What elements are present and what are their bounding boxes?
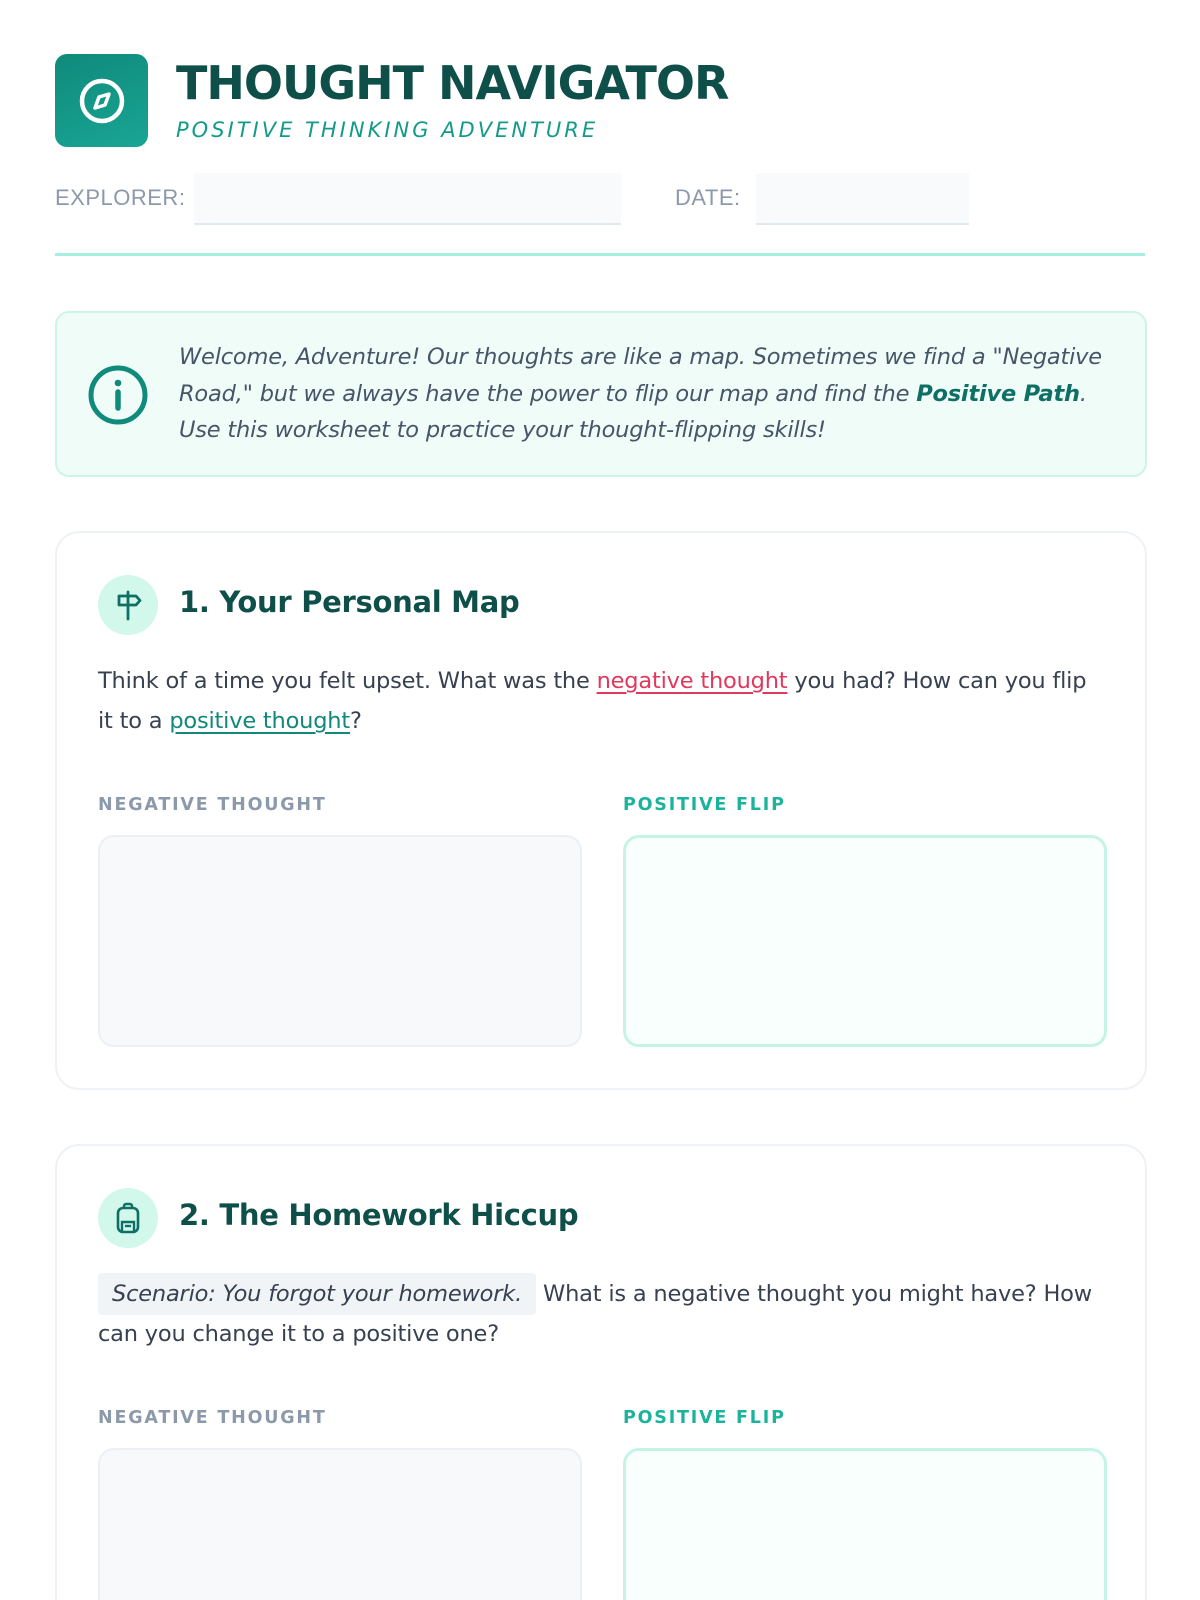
meta-row [55,173,1145,228]
page-subtitle: POSITIVE THINKING ADVENTURE [176,118,599,142]
positive-flip-label: POSITIVE FLIP [623,795,786,815]
info-text: Welcome, Adventure! Our thoughts are like a map. Sometimes we find a "Negative Road," but we always have the power to flip our map and find the Positive Path. Use this worksheet to practice your thought-flipping skills! [179,344,1102,443]
positive-flip-label: POSITIVE FLIP [623,1408,786,1428]
page-title: THOUGHT NAVIGATOR [176,56,729,110]
positive-thought-link[interactable]: positive thought [169,708,350,734]
section-title: 2. The Homework Hiccup [179,1198,579,1232]
positive-flip-input[interactable] [623,835,1107,1047]
info-banner [55,311,1147,477]
negative-thought-label: NEGATIVE THOUGHT [98,1408,327,1428]
header [55,54,728,147]
scenario-tag: Scenario: You forgot your homework. [98,1273,536,1315]
explorer-label: EXPLORER: [55,185,186,210]
section-prompt: Think of a time you felt upset. What was the negative thought you had? How can you flip it to a positive thought? [98,668,1087,734]
negative-thought-link[interactable]: negative thought [596,668,788,694]
signpost-icon [98,575,158,635]
negative-thought-input[interactable] [98,1448,582,1600]
backpack-icon [98,1188,158,1248]
section-prompt: Scenario: You forgot your homework. What is a negative thought you might have? How can you change it to a positive one? [98,1274,1105,1354]
positive-flip-input[interactable] [623,1448,1107,1600]
date-label: DATE: [675,185,741,210]
explorer-field[interactable] [194,173,621,225]
negative-thought-input[interactable] [98,835,582,1047]
info-icon [86,363,150,431]
compass-icon [55,54,148,147]
section-homework-hiccup [55,1144,1147,1600]
negative-thought-label: NEGATIVE THOUGHT [98,795,327,815]
header-divider [55,253,1145,256]
date-field[interactable] [756,173,969,225]
section-title: 1. Your Personal Map [179,585,520,619]
section-personal-map [55,531,1147,1090]
positive-path-highlight: Positive Path [916,380,1080,407]
